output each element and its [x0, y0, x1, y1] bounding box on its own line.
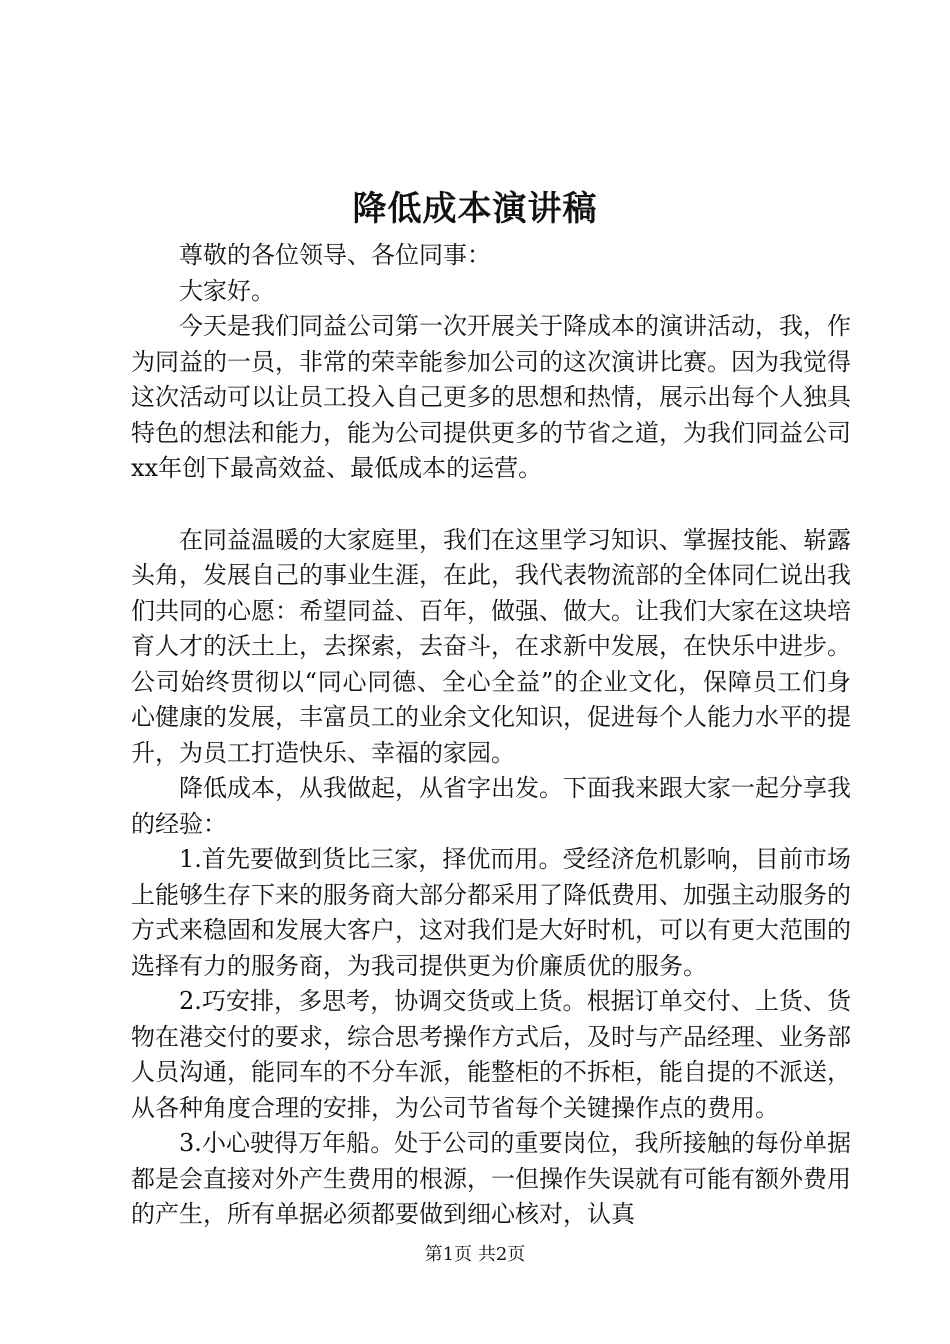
- paragraph-company-family: 在同益温暖的大家庭里，我们在这里学习知识、掌握技能、崭露头角，发展自己的事业生涯，在此，我代表物流部的全体同仁说出我们共同的心愿：希望同益、百年，做强、做大。让我们大家在这块培育人才的沃土上，去探索，去奋斗，在求新中发展，在快乐中进步。公司始终贯彻以“同心同德、全心全益”的企业文化，保障员工们身心健康的发展，丰富员工的业余文化知识，促进每个人能力水平的提升，为员工打造快乐、幸福的家园。: [131, 525, 851, 767]
- paragraph-point-1: 1.首先要做到货比三家，择优而用。受经济危机影响，目前市场上能够生存下来的服务商大部分都采用了降低费用、加强主动服务的方式来稳固和发展大客户，这对我们是大好时机，可以有更大范围的选择有力的服务商，为我司提供更为价廉质优的服务。: [131, 845, 851, 980]
- paragraph-point-2: 2.巧安排，多思考，协调交货或上货。根据订单交付、上货、货物在港交付的要求，综合思考操作方式后，及时与产品经理、业务部人员沟通，能同车的不分车派，能整柜的不拆柜，能自提的不派送，从各种角度合理的安排，为公司节省每个关键操作点的费用。: [131, 987, 851, 1122]
- paragraph-point-3: 3.小心驶得万年船。处于公司的重要岗位，我所接触的每份单据都是会直接对外产生费用的根源，一但操作失误就有可能有额外费用的产生，所有单据必须都要做到细心核对，认真: [131, 1129, 851, 1228]
- page-footer: 第1页 共2页: [424, 1244, 526, 1265]
- paragraph-spacer: [131, 487, 851, 523]
- paragraph-intro: 今天是我们同益公司第一次开展关于降成本的演讲活动，我，作为同益的一员，非常的荣幸能参加公司的这次演讲比赛。因为我觉得这次活动可以让员工投入自己更多的思想和热情，展示出每个人独具特色的想法和能力，能为公司提供更多的节省之道，为我们同益公司xx年创下最高效益、最低成本的运营。: [131, 312, 851, 482]
- paragraph-reduce-cost: 降低成本，从我做起，从省字出发。下面我来跟大家一起分享我的经验：: [131, 774, 851, 838]
- greeting: 大家好。: [179, 276, 275, 305]
- document-body: [131, 238, 851, 1233]
- salutation: 尊敬的各位领导、各位同事：: [179, 241, 491, 269]
- document-title: 降低成本演讲稿: [352, 189, 598, 229]
